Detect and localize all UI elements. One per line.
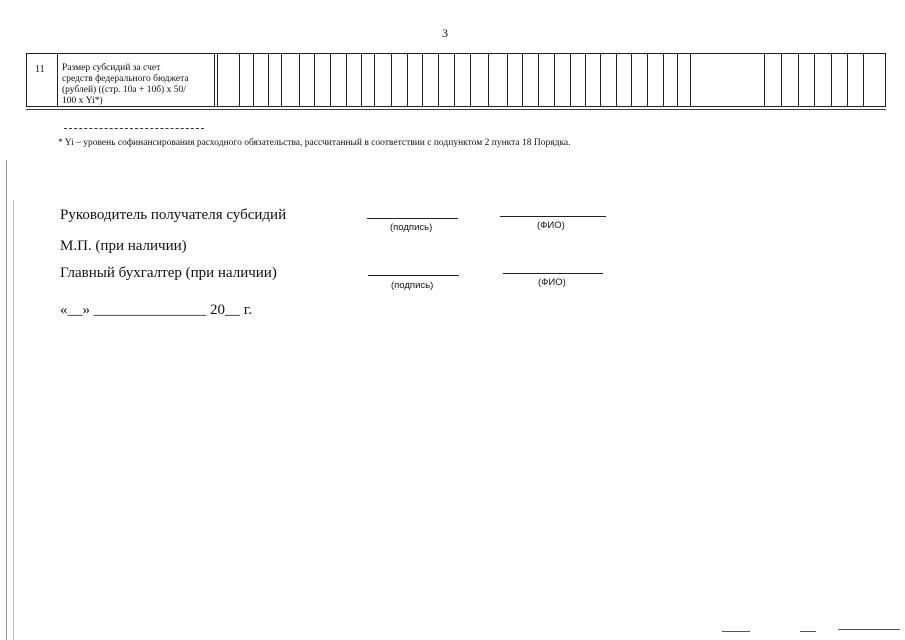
table-cell-divider — [374, 54, 375, 106]
scan-mark — [722, 631, 750, 632]
table-cell-divider — [554, 54, 555, 106]
table-cell-divider — [863, 54, 864, 106]
table-cell-divider — [781, 54, 782, 106]
table-cell-divider — [585, 54, 586, 106]
table-cell-divider — [314, 54, 315, 106]
table-cell-divider — [361, 54, 362, 106]
head-signature-caption: (подпись) — [390, 222, 433, 233]
table-cell-divider — [214, 54, 215, 106]
table-cell-divider — [764, 54, 765, 106]
table-cell-divider — [677, 54, 678, 106]
table-cell-divider — [814, 54, 815, 106]
table-cell-divider — [438, 54, 439, 106]
row-label — [62, 63, 237, 107]
head-signature-line — [367, 218, 458, 219]
accountant-signature-line — [368, 275, 459, 276]
row-number: 11 — [35, 64, 45, 75]
scan-edge — [13, 200, 14, 640]
table-cell-divider — [253, 54, 254, 106]
table-cell-divider — [299, 54, 300, 106]
table-cell-divider — [690, 54, 691, 106]
table-cell-divider — [847, 54, 848, 106]
table-cell-divider — [239, 54, 240, 106]
table-cell-divider — [538, 54, 539, 106]
table-cell-divider — [268, 54, 269, 106]
accountant-name-line — [503, 273, 603, 274]
footnote: * Yi – уровень софинансирования расходного обязательства, рассчитанный в соответствии с подпунктом 2 пункта 18 Порядка. — [58, 138, 571, 148]
table-cell-divider — [407, 54, 408, 106]
table-cell-divider — [600, 54, 601, 106]
scan-mark — [838, 629, 900, 630]
table-cell-divider — [647, 54, 648, 106]
accountant-name-caption: (ФИО) — [538, 277, 566, 288]
scan-mark — [800, 631, 816, 632]
scan-edge — [6, 160, 7, 640]
head-name-caption: (ФИО) — [537, 220, 565, 231]
table-cell-divider — [217, 54, 218, 106]
footnote-separator — [64, 128, 204, 129]
table-cell-divider — [470, 54, 471, 106]
table-bottom-rule — [26, 109, 886, 110]
date-line: «__» _______________ 20__ г. — [60, 302, 252, 318]
table-cell-divider — [663, 54, 664, 106]
table-cell-divider — [522, 54, 523, 106]
table-row — [26, 53, 886, 107]
table-cell-divider — [616, 54, 617, 106]
table-cell-divider — [454, 54, 455, 106]
table-cell-divider — [488, 54, 489, 106]
table-cell-divider — [831, 54, 832, 106]
stamp-label: М.П. (при наличии) — [60, 238, 187, 254]
accountant-signature-label: Главный бухгалтер (при наличии) — [60, 265, 277, 281]
page-number: 3 — [442, 26, 448, 40]
table-cell-divider — [507, 54, 508, 106]
table-cell-divider — [330, 54, 331, 106]
accountant-signature-caption: (подпись) — [391, 280, 434, 291]
row-label-line: Размер субсидий за счет — [62, 63, 161, 73]
table-cell-divider — [391, 54, 392, 106]
head-signature-label: Руководитель получателя субсидий — [60, 207, 287, 223]
table-cell-divider — [281, 54, 282, 106]
table-cell-divider — [422, 54, 423, 106]
table-cell-divider — [346, 54, 347, 106]
table-cell-divider — [570, 54, 571, 106]
row-label-line: средств федерального бюджета — [62, 74, 189, 84]
row-label-line: 100 х Yi*) — [62, 96, 103, 106]
table-cell-divider — [798, 54, 799, 106]
row-label-line: (рублей) ((стр. 10а + 10б) х 50/ — [62, 85, 186, 95]
table-cell-divider — [631, 54, 632, 106]
head-name-line — [500, 216, 606, 217]
table-cell-divider — [57, 54, 58, 106]
